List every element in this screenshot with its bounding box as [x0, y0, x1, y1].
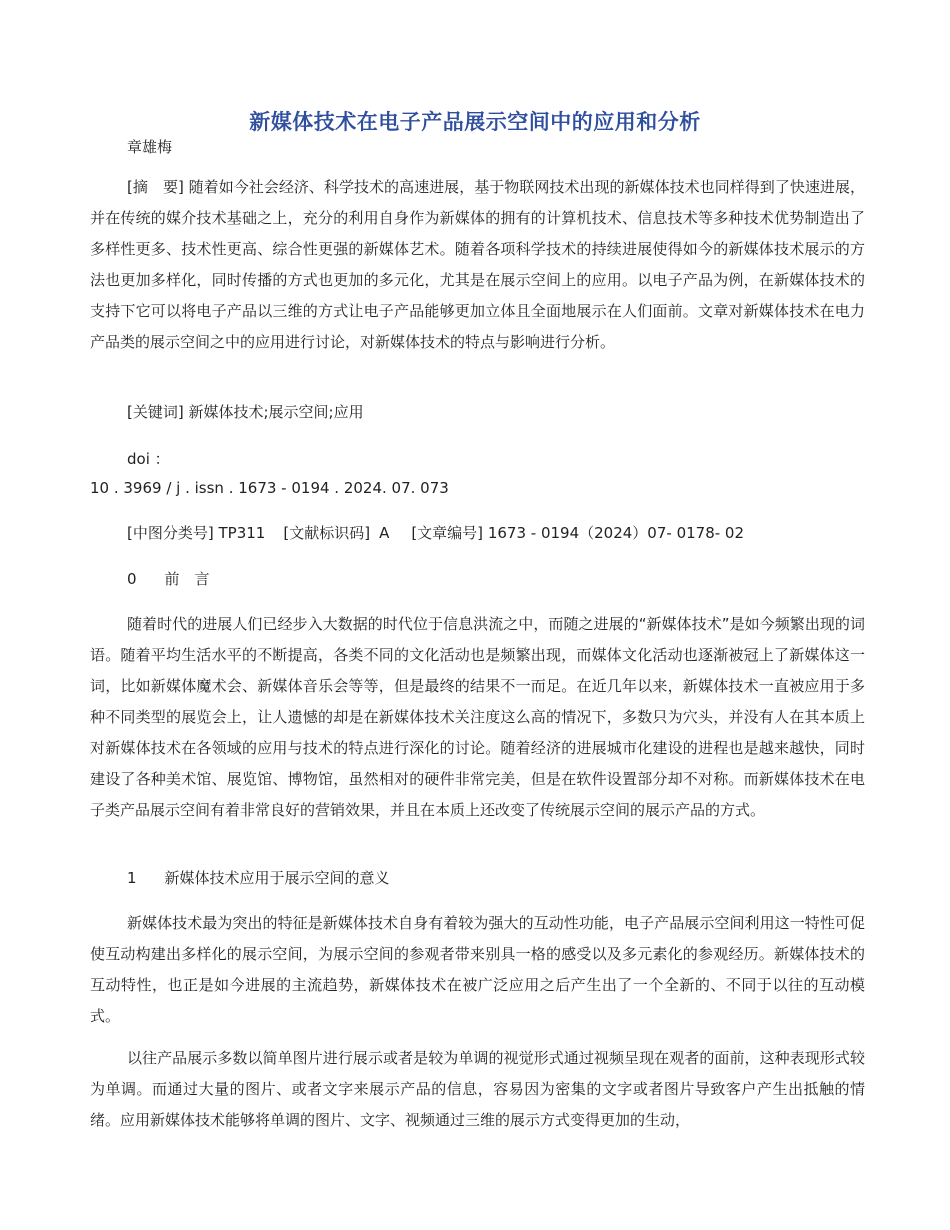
body-paragraph: 新媒体技术最为突出的特征是新媒体技术自身有着较为强大的互动性功能，电子产品展示空间利用这一特性可促使互动构建出多样化的展示空间，为展示空间的参观者带来别具一格的感受以及多元素化的参观经历。新媒体技术的互动特性，也正是如今进展的主流趋势，新媒体技术在被广泛应用之后产生出了一个全新的、不同于以往的互动模式。 — [90, 914, 865, 1025]
abstract-paragraph — [90, 172, 865, 358]
section-heading-1 — [127, 868, 390, 888]
abstract-label: [摘 要] — [127, 178, 184, 196]
paper-title: 新媒体技术在电子产品展示空间中的应用和分析 — [249, 110, 701, 134]
clc-value: TP311 — [218, 524, 266, 542]
body-paragraph: 以往产品展示多数以简单图片进行展示或者是较为单调的视觉形式通过视频呈现在观者的面前，这种表现形式较为单调。而通过大量的图片、或者文字来展示产品的信息，容易因为密集的文字或者图片导致客户产生出抵触的情绪。应用新媒体技术能够将单调的图片、文字、视频通过三维的展示方式变得更加的生动， — [90, 1049, 865, 1129]
doi-label: doi ： — [127, 450, 170, 468]
keywords-line — [127, 402, 364, 422]
section-number: 1 — [127, 869, 137, 887]
author-name: 章雄梅 — [127, 138, 173, 156]
body-paragraph: 随着时代的进展人们已经步入大数据的时代位于信息洪流之中，而随之进展的“新媒体技术”是如今频繁出现的词语。随着平均生活水平的不断提高，各类不同的文化活动也是频繁出现，而媒体文化活动也逐渐被冠上了新媒体这一词，比如新媒体魔术会、新媒体音乐会等等，但是最终的结果不一而足。在近几年以来，新媒体技术一直被应用于多种不同类型的展览会上，让人遗憾的却是在新媒体技术关注度这么高的情况下，多数只为穴头，并没有人在其本质上对新媒体技术在各领域的应用与技术的特点进行深化的讨论。随着经济的进展城市化建设的进程也是越来越快，同时建设了各种美术馆、展览馆、博物馆，虽然相对的硬件非常完美，但是在软件设置部分却不对称。而新媒体技术在电子类产品展示空间有着非常良好的营销效果，并且在本质上还改变了传统展示空间的展示产品的方式。 — [90, 615, 865, 819]
abstract-text: 随着如今社会经济、科学技术的高速进展，基于物联网技术出现的新媒体技术也同样得到了快速进展，并在传统的媒介技术基础之上，充分的利用自身作为新媒体的拥有的计算机技术、信息技术等多种技术优势制造出了多样性更多、技术性更高、综合性更强的新媒体艺术。随着各项科学技术的持续进展使得如今的新媒体技术展示的方法也更加多样化，同时传播的方式也更加的多元化，尤其是在展示空间上的应用。以电子产品为例，在新媒体技术的支持下它可以将电子产品以三维的方式让电子产品能够更加立体且全面地展示在人们面前。文章对新媒体技术在电力产品类的展示空间之中的应用进行讨论，对新媒体技术的特点与影响进行分析。 — [90, 178, 865, 351]
doi-value: 10 . 3969 / j . issn . 1673 - 0194 . 2024. 07. 073 — [90, 479, 449, 497]
section-heading-0 — [127, 569, 210, 589]
section-heading-text: 新媒体技术应用于展示空间的意义 — [164, 869, 390, 887]
section-heading-text: 前 言 — [164, 570, 210, 588]
section-number: 0 — [127, 570, 137, 588]
article-no-value: 1673 - 0194（2024）07- 0178- 02 — [487, 524, 745, 542]
doc-code-label: [文献标识码] — [283, 524, 371, 542]
article-no-label: [文章编号] — [411, 524, 484, 542]
keywords-text: 新媒体技术;展示空间;应用 — [188, 403, 364, 421]
clc-label: [中图分类号] — [127, 524, 214, 542]
classification-line — [127, 523, 744, 543]
doc-code-value: A — [379, 524, 390, 542]
keywords-label: [关键词] — [127, 403, 184, 421]
